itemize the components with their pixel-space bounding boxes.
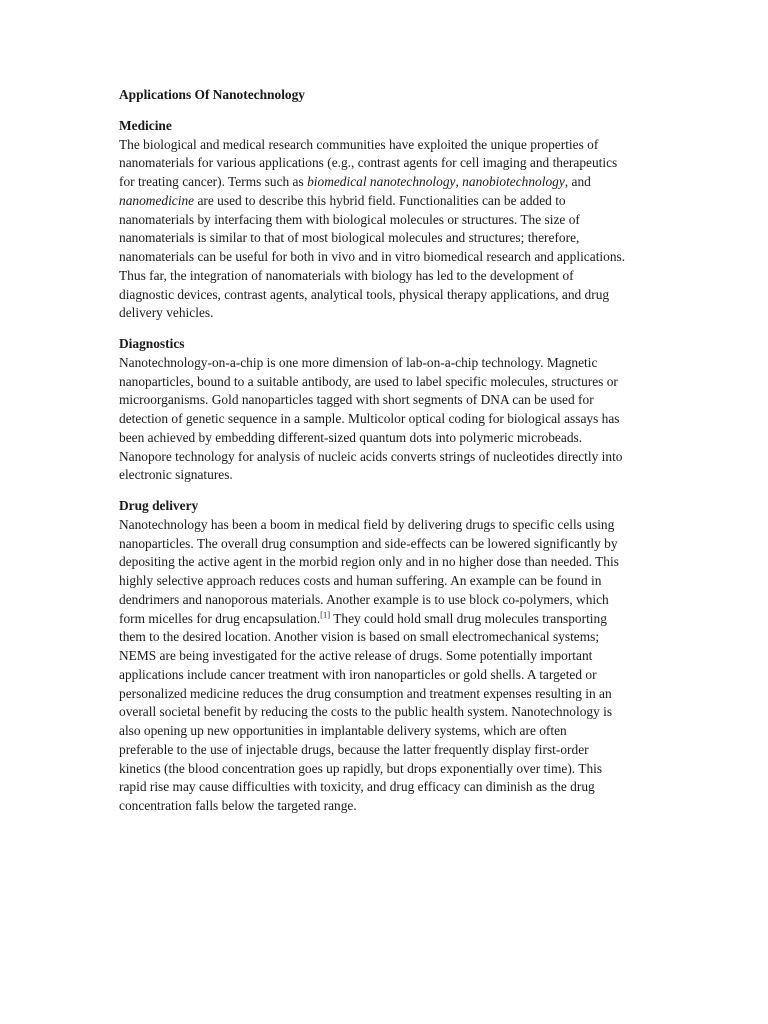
italic-term: biomedical nanotechnology: [307, 174, 456, 189]
text-segment: highly selective approach reduces costs and human suffering. An example can be found in: [119, 573, 602, 588]
text-segment: been achieved by embedding different-sized quantum dots into polymeric microbeads.: [119, 429, 583, 445]
text-line: [119, 211, 659, 230]
text-segment: nanoparticles, bound to a suitable antibody, are used to label specific molecules, structures or: [119, 373, 618, 389]
text-line: [119, 741, 659, 760]
text-segment: electronic signatures.: [119, 467, 233, 483]
text-segment: delivery vehicles.: [119, 305, 214, 321]
text-line: [119, 703, 659, 722]
section-drug-delivery: [119, 497, 659, 816]
text-line: [119, 685, 659, 704]
text-segment: concentration falls below the targeted range.: [119, 798, 357, 813]
text-line: [119, 797, 659, 816]
section-heading: Drug delivery: [119, 498, 199, 513]
text-segment: Thus far, the integration of nanomaterials with biology has led to the development of: [119, 267, 574, 283]
text-segment: rapid rise may cause difficulties with toxicity, and drug efficacy can diminish as the drug: [119, 779, 595, 795]
text-segment: applications include cancer treatment with iron nanoparticles or gold shells. A targeted or: [119, 666, 597, 682]
text-line: [119, 778, 659, 797]
text-segment: microorganisms. Gold nanoparticles tagged with short segments of DNA can be used for: [119, 392, 594, 408]
section-medicine: [119, 117, 659, 323]
document-sections: [119, 117, 659, 816]
text-segment: NEMS are being investigated for the active release of drugs. Some potentially important: [119, 648, 593, 663]
text-segment: nanomaterials is similar to that of most biological molecules and structures; therefore,: [119, 230, 580, 246]
section-diagnostics: [119, 335, 659, 485]
text-segment: kinetics (the blood concentration goes up rapidly, but drops exponentially over time). This: [119, 760, 603, 776]
text-segment: Nanotechnology-on-a-chip is one more dimension of lab-on-a-chip technology. Magnetic: [119, 354, 598, 370]
section-heading: Diagnostics: [119, 336, 185, 351]
text-line: [119, 591, 659, 610]
text-segment: , and: [564, 174, 591, 189]
text-line: [119, 722, 659, 741]
text-line: [119, 304, 659, 323]
text-segment: nanomaterials by interfacing them with biological molecules or structures. The size of: [119, 211, 580, 227]
text-line: [119, 448, 659, 467]
text-line: [119, 248, 659, 267]
text-line: [119, 429, 659, 448]
section-paragraph: [119, 516, 659, 816]
text-line: [119, 154, 659, 173]
text-segment: ,: [455, 174, 463, 189]
document-body: [119, 86, 659, 828]
text-segment: The biological and medical research communities have exploited the unique properties of: [119, 136, 599, 152]
citation-reference[interactable]: [1]: [320, 609, 331, 620]
text-line: [119, 628, 659, 647]
italic-term: nanobiotechnology: [462, 174, 565, 189]
text-line: [119, 666, 659, 685]
section-paragraph: [119, 354, 659, 485]
text-line: [119, 647, 659, 666]
italic-term: nanomedicine: [119, 192, 195, 208]
text-line: [119, 373, 659, 392]
text-line: [119, 354, 659, 373]
text-segment: form micelles for drug encapsulation.: [119, 610, 321, 626]
text-line: [119, 267, 659, 286]
text-line: [119, 535, 659, 554]
text-segment: Nanotechnology has been a boom in medical field by delivering drugs to specific cells using: [119, 516, 615, 532]
text-line: [119, 466, 659, 485]
text-segment: diagnostic devices, contrast agents, analytical tools, physical therapy applications, and drug: [119, 286, 610, 302]
text-segment: for treating cancer). Terms such as: [119, 174, 308, 189]
document-title: Applications Of Nanotechnology: [119, 87, 305, 102]
text-segment: also opening up new opportunities in implantable delivery systems, which are often: [119, 723, 567, 738]
text-segment: depositing the active agent in the morbid region only and in no higher dose than needed. This: [119, 554, 619, 570]
text-line: [119, 286, 659, 305]
text-segment: Nanopore technology for analysis of nucleic acids converts strings of nucleotides directly into: [119, 448, 623, 464]
text-segment: nanomaterials can be useful for both in vivo and in vitro biomedical research and applications.: [119, 249, 626, 264]
text-line: [119, 173, 659, 192]
text-line: [119, 410, 659, 429]
text-segment: are used to describe this hybrid field. Functionalities can be added to: [194, 192, 566, 208]
text-segment: nanomaterials for various applications (e.g., contrast agents for cell imaging and therapeutics: [119, 155, 618, 171]
text-line: [119, 229, 659, 248]
text-line: [119, 516, 659, 535]
text-line: [119, 553, 659, 572]
text-segment: preferable to the use of injectable drugs, because the latter frequently display first-order: [119, 741, 589, 757]
text-line: [119, 572, 659, 591]
text-segment: nanoparticles. The overall drug consumption and side-effects can be lowered significantly by: [119, 535, 618, 551]
text-segment: them to the desired location. Another vision is based on small electromechanical systems;: [119, 629, 600, 645]
text-line: [119, 391, 659, 410]
text-segment: overall societal benefit by reducing the costs to the public health system. Nanotechnology is: [119, 704, 613, 720]
section-heading: Medicine: [119, 117, 172, 133]
section-paragraph: [119, 136, 659, 324]
text-segment: They could hold small drug molecules transporting: [330, 610, 607, 626]
text-line: [119, 136, 659, 155]
text-segment: detection of genetic sequence in a sample. Multicolor optical coding for biological assays has: [119, 411, 620, 426]
text-line: [119, 192, 659, 211]
text-segment: personalized medicine reduces the drug consumption and treatment expenses resulting in an: [119, 685, 612, 701]
text-line: [119, 760, 659, 779]
text-segment: dendrimers and nanoporous materials. Another example is to use block co-polymers, which: [119, 591, 609, 607]
text-line: [119, 610, 659, 629]
